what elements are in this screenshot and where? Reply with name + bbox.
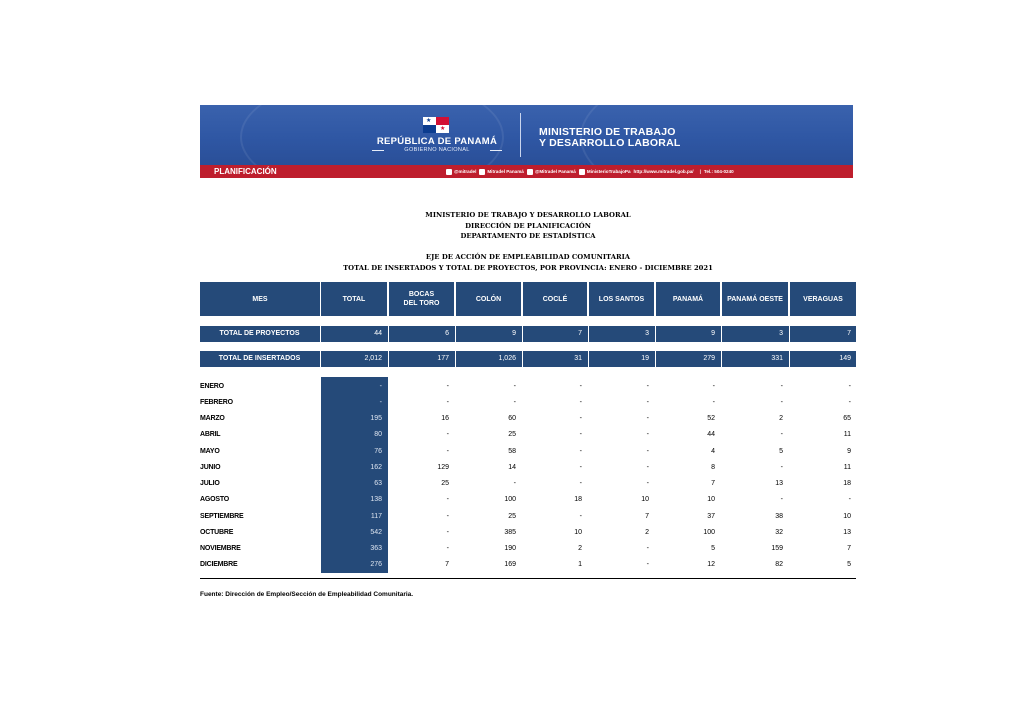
- total-insertados-row-value: 279: [703, 355, 715, 362]
- total-proyectos-row-value: 44: [374, 330, 382, 337]
- table-cell: 80: [374, 431, 382, 438]
- section-label: PLANIFICACIÓN: [214, 167, 277, 176]
- table-cell: 16: [441, 415, 449, 422]
- table-cell: -: [848, 496, 851, 503]
- column-header: VERAGUAS: [790, 282, 856, 316]
- month-label: FEBRERO: [200, 399, 233, 406]
- table-cell: 18: [574, 496, 582, 503]
- phone-number: Tel.: 504-0240: [703, 169, 734, 174]
- table-cell: 52: [707, 415, 715, 422]
- table-cell: -: [646, 480, 649, 487]
- table-cell: 82: [775, 561, 783, 568]
- total-insertados-row-label: TOTAL DE INSERTADOS: [218, 355, 301, 362]
- month-label: MAYO: [200, 448, 220, 455]
- table-cell: 117: [370, 513, 382, 520]
- table-cell: -: [579, 464, 582, 471]
- table-cell: -: [780, 399, 783, 406]
- title-report: TOTAL DE INSERTADOS Y TOTAL DE PROYECTOS, POR PROVINCIA: ENERO - DICIEMBRE 2021: [343, 263, 713, 272]
- table-cell: -: [848, 383, 851, 390]
- table-cell: -: [446, 448, 449, 455]
- table-cell: -: [379, 399, 382, 406]
- table-cell: 10: [641, 496, 649, 503]
- table-cell: 169: [504, 561, 516, 568]
- table-cell: -: [446, 513, 449, 520]
- total-insertados-row-value: 2,012: [364, 355, 382, 362]
- table-cell: 195: [370, 415, 382, 422]
- table-cell: 7: [711, 480, 715, 487]
- table-cell: -: [712, 383, 715, 390]
- table-cell: -: [579, 383, 582, 390]
- total-proyectos-row-value: 7: [847, 330, 851, 337]
- month-label: NOVIEMBRE: [200, 545, 241, 552]
- table-cell: -: [446, 383, 449, 390]
- column-header: TOTAL: [321, 282, 387, 316]
- table-cell: 7: [445, 561, 449, 568]
- table-cell: 38: [775, 513, 783, 520]
- title-ministry: MINISTERIO DE TRABAJO Y DESARROLLO LABORAL: [425, 211, 631, 219]
- youtube-icon: [579, 169, 585, 175]
- table-cell: 276: [370, 561, 382, 568]
- table-cell: 9: [847, 448, 851, 455]
- table-cell: 542: [370, 529, 382, 536]
- total-proyectos-row-label: TOTAL DE PROYECTOS: [219, 330, 300, 337]
- table-cell: -: [646, 561, 649, 568]
- table-cell: 7: [847, 545, 851, 552]
- table-cell: 5: [779, 448, 783, 455]
- column-header: PANAMÁ OESTE: [722, 282, 788, 316]
- panama-flag-icon: ★ ★: [423, 117, 449, 133]
- total-insertados-row-value: 149: [839, 355, 851, 362]
- month-label: MARZO: [200, 415, 225, 422]
- website-link[interactable]: http://www.mitradel.gob.pa/: [633, 169, 694, 174]
- ministry-name-line2: Y DESARROLLO LABORAL: [539, 137, 681, 149]
- month-label: OCTUBRE: [200, 529, 234, 536]
- total-proyectos-row-value: 3: [645, 330, 649, 337]
- table-cell: 100: [703, 529, 715, 536]
- month-label: AGOSTO: [200, 496, 230, 503]
- table-cell: 162: [370, 464, 382, 471]
- total-proyectos-row-value: 3: [779, 330, 783, 337]
- table-cell: -: [579, 513, 582, 520]
- table-cell: 5: [711, 545, 715, 552]
- title-department: DEPARTAMENTO DE ESTADÍSTICA: [460, 232, 596, 240]
- table-cell: -: [646, 399, 649, 406]
- table-cell: 385: [504, 529, 516, 536]
- report-titles: [200, 252, 856, 273]
- table-cell: 2: [779, 415, 783, 422]
- column-header: LOS SANTOS: [589, 282, 654, 316]
- table-cell: -: [712, 399, 715, 406]
- table-cell: 7: [645, 513, 649, 520]
- republic-title: REPÚBLICA DE PANAMÁ: [376, 136, 498, 147]
- banner-red-band: [200, 165, 853, 178]
- facebook-handle[interactable]: Mitradel Panamá: [487, 169, 524, 174]
- column-header: COLÓN: [456, 282, 521, 316]
- table-cell: -: [646, 431, 649, 438]
- table-cell: 12: [707, 561, 715, 568]
- total-insertados-row: [200, 351, 856, 367]
- table-cell: 25: [441, 480, 449, 487]
- total-insertados-row-value: 1,026: [498, 355, 516, 362]
- table-cell: -: [646, 383, 649, 390]
- total-insertados-row-value: 31: [574, 355, 582, 362]
- month-label: SEPTIEMBRE: [200, 513, 244, 520]
- table-cell: -: [579, 431, 582, 438]
- table-cell: 363: [370, 545, 382, 552]
- government-subtitle: GOBIERNO NACIONAL: [404, 147, 470, 153]
- table-cell: -: [513, 399, 516, 406]
- table-cell: -: [513, 383, 516, 390]
- table-cell: 10: [707, 496, 715, 503]
- table-cell: -: [780, 496, 783, 503]
- column-header: PANAMÁ: [656, 282, 720, 316]
- table-cell: 10: [843, 513, 851, 520]
- table-cell: 13: [843, 529, 851, 536]
- month-label: ABRIL: [200, 431, 221, 438]
- month-label: JUNIO: [200, 464, 221, 471]
- table-cell: 2: [645, 529, 649, 536]
- twitter-icon: [446, 169, 452, 175]
- table-cell: 18: [843, 480, 851, 487]
- twitter-handle[interactable]: @mitradel: [454, 169, 477, 174]
- header-banner: [200, 105, 853, 178]
- table-cell: 65: [843, 415, 851, 422]
- table-bottom-rule: [200, 578, 856, 579]
- total-proyectos-row-value: 9: [512, 330, 516, 337]
- table-cell: 32: [775, 529, 783, 536]
- table-cell: 25: [508, 513, 516, 520]
- table-cell: -: [646, 464, 649, 471]
- column-header: COCLÉ: [523, 282, 587, 316]
- table-cell: 8: [711, 464, 715, 471]
- instagram-icon: [527, 169, 533, 175]
- table-cell: 190: [504, 545, 516, 552]
- table-cell: 14: [508, 464, 516, 471]
- table-cell: 76: [374, 448, 382, 455]
- table-cell: -: [446, 545, 449, 552]
- table-cell: 4: [711, 448, 715, 455]
- table-cell: 58: [508, 448, 516, 455]
- table-cell: -: [446, 431, 449, 438]
- column-header: MES: [200, 282, 320, 316]
- source-note: Fuente: Dirección de Empleo/Sección de Empleabilidad Comunitaria.: [200, 591, 414, 598]
- table-cell: -: [579, 448, 582, 455]
- total-column-highlight: [321, 377, 388, 573]
- total-insertados-row-value: 19: [641, 355, 649, 362]
- table-cell: -: [513, 480, 516, 487]
- table-cell: 2: [578, 545, 582, 552]
- instagram-handle[interactable]: @Mitradel Panamá: [534, 169, 576, 174]
- table-cell: 10: [574, 529, 582, 536]
- social-links: @mitradel Mitradel Panamá @Mitradel Panamá MinisterioTrabajoPa http://www.mitradel.gob.pa/ | Tel.: 504-0240: [446, 168, 737, 175]
- institution-titles: [200, 210, 856, 242]
- banner-blue-band: [200, 105, 853, 165]
- table-cell: 1: [578, 561, 582, 568]
- table-cell: -: [579, 480, 582, 487]
- table-cell: 138: [370, 496, 382, 503]
- total-insertados-row-value: 331: [771, 355, 783, 362]
- table-cell: -: [579, 415, 582, 422]
- youtube-handle[interactable]: MinisterioTrabajoPa: [586, 169, 631, 174]
- table-cell: 37: [707, 513, 715, 520]
- table-cell: 5: [847, 561, 851, 568]
- table-cell: 129: [437, 464, 449, 471]
- table-cell: -: [780, 431, 783, 438]
- total-proyectos-row-value: 9: [711, 330, 715, 337]
- column-header: BOCAS DEL TORO: [389, 282, 454, 316]
- total-proyectos-row-value: 7: [578, 330, 582, 337]
- table-cell: 159: [771, 545, 783, 552]
- month-label: ENERO: [200, 383, 224, 390]
- table-cell: 11: [843, 431, 851, 438]
- title-direction: DIRECCIÓN DE PLANIFICACIÓN: [465, 221, 591, 230]
- table-cell: -: [379, 383, 382, 390]
- table-cell: 44: [707, 431, 715, 438]
- table-cell: 25: [508, 431, 516, 438]
- facebook-icon: [479, 169, 485, 175]
- table-cell: -: [446, 399, 449, 406]
- table-cell: 60: [508, 415, 516, 422]
- table-cell: -: [848, 399, 851, 406]
- total-proyectos-row-value: 6: [445, 330, 449, 337]
- table-cell: -: [780, 464, 783, 471]
- banner-divider: [520, 113, 521, 157]
- table-cell: -: [646, 545, 649, 552]
- title-program: EJE DE ACCIÓN DE EMPLEABILIDAD COMUNITARIA: [425, 253, 631, 261]
- month-label: DICIEMBRE: [200, 561, 238, 568]
- total-proyectos-row: [200, 326, 856, 342]
- ministry-name-line1: MINISTERIO DE TRABAJO: [539, 126, 676, 138]
- table-cell: 13: [775, 480, 783, 487]
- table-cell: 11: [843, 464, 851, 471]
- table-cell: -: [579, 399, 582, 406]
- table-cell: 100: [504, 496, 516, 503]
- table-cell: 63: [374, 480, 382, 487]
- total-insertados-row-value: 177: [437, 355, 449, 362]
- table-cell: -: [646, 448, 649, 455]
- table-cell: -: [446, 529, 449, 536]
- table-cell: -: [780, 383, 783, 390]
- month-label: JULIO: [200, 480, 220, 487]
- table-cell: -: [446, 496, 449, 503]
- table-cell: -: [646, 415, 649, 422]
